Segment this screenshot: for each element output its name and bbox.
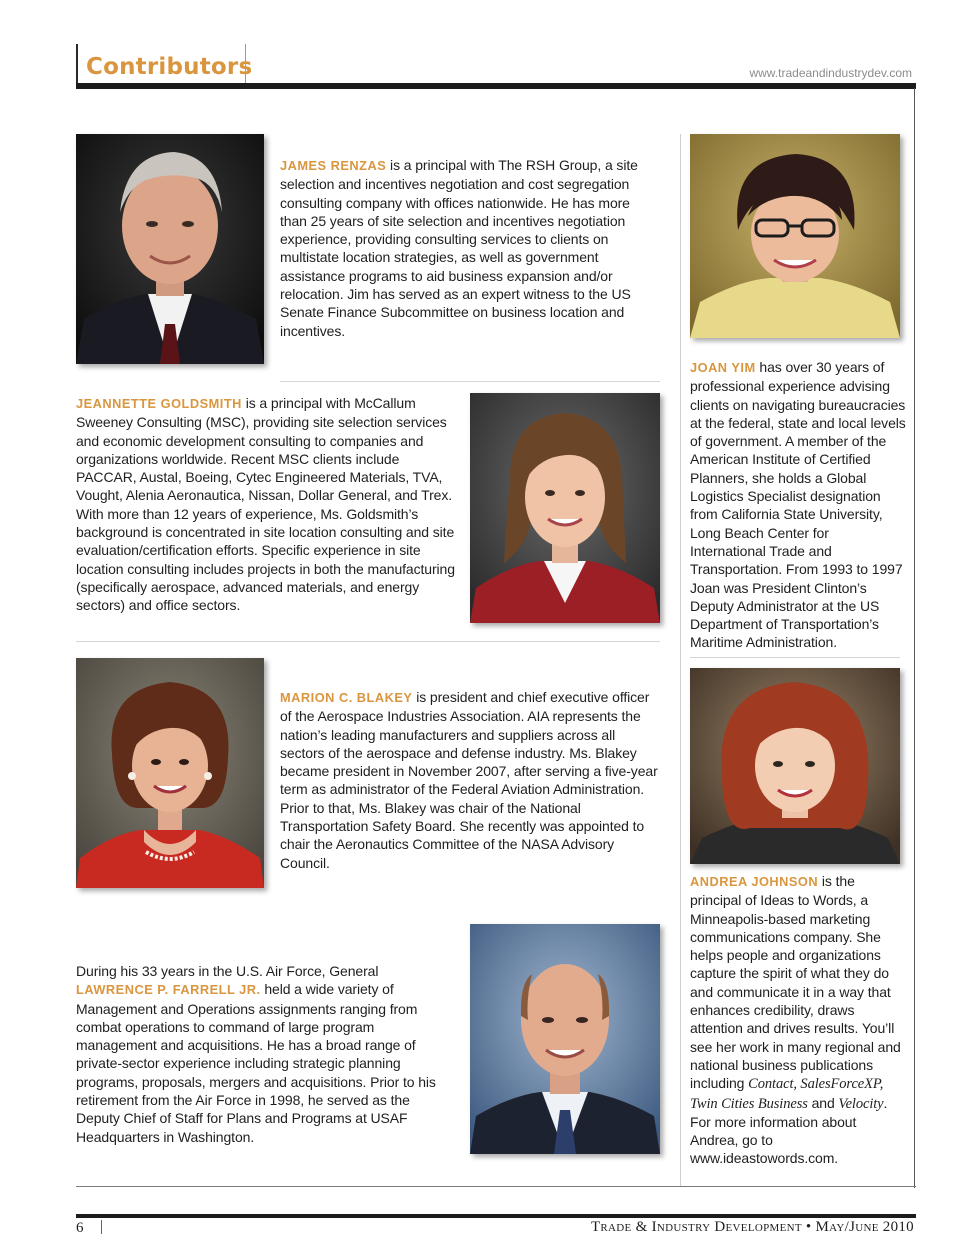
- bio-andrea-johnson: [690, 872, 906, 1168]
- site-url[interactable]: www.tradeandindustrydev.com: [749, 66, 912, 80]
- divider-rule: [690, 657, 900, 658]
- publication-name: Velocity: [838, 1095, 884, 1112]
- page-number: 6: [76, 1220, 84, 1236]
- portrait-joan-yim: [690, 134, 900, 338]
- bio-text: During his 33 years in the U.S. Air Force, General: [76, 963, 379, 979]
- divider-rule: [280, 381, 660, 382]
- bio-text: is a principal with The RSH Group, a site selection and incentives negotiation and cost segregation consulting company with offices nationwide. He has more than 25 years of site selection and incentives negotiation experience, providing consulting services to clients on multistate location strategies, as well as government assistance programs to aid business expansion and/or relocation. Jim has served as an expert witness to the US Senate Finance Subcommittee on business location and incentives.: [280, 157, 638, 339]
- footer-masthead: Trade & Industry Development • May/June 2010: [590, 1219, 914, 1235]
- bio-text: has over 30 years of professional experience advising clients on navigating bureaucracies at the federal, state and local levels of government. A member of the American Institute of Certified Planners, she holds a Global Logistics Specialist designation from California State University, Long Beach Center for International Trade and Transportation. From 1993 to 1997 Joan was President Clinton’s Deputy Administrator at the US Department of Transportation’s Maritime Administration.: [690, 359, 906, 651]
- right-frame-rule: [914, 88, 915, 1188]
- bio-james-renzas: [280, 156, 660, 340]
- bio-text: is the principal of Ideas to Words, a Minneapolis-based marketing communications company. She helps people and organizations capture the spirit of what they do and communicate it in a way that enhances credibility, draws attention and drives results. You’ll see her work in many regional and national business publications including: [690, 873, 901, 1092]
- publication-names: Contact, SalesForceXP, Twin Cities Business: [690, 1076, 884, 1112]
- bio-text: . For more information about Andrea, go to www.ideastowords.com.: [690, 1094, 888, 1167]
- bio-joan-yim: [690, 358, 906, 652]
- portrait-jeannette-goldsmith: [470, 393, 660, 623]
- portrait-lawrence-farrell: [470, 924, 660, 1154]
- bio-text: is president and chief executive officer of the Aerospace Industries Association. AIA represents the nation’s leading manufacturers and suppliers across all sectors of the aerospace and defense industry. Ms. Blakey became president in November 2007, after serving a five-year term as administrator of the Federal Aviation Administration. Prior to that, Ms. Blakey was chair of the National Transportation Safety Board. She recently was appointed to chair the Aeronautics Committee of the NASA Advisory Council.: [280, 689, 658, 871]
- bio-lawrence-farrell: [76, 962, 456, 1146]
- contributor-name: JOAN YIM: [690, 360, 756, 375]
- contributor-name: ANDREA JOHNSON: [690, 874, 819, 889]
- bio-jeannette-goldsmith: [76, 394, 456, 615]
- portrait-andrea-johnson: [690, 668, 900, 864]
- contributor-name: JEANNETTE GOLDSMITH: [76, 396, 242, 411]
- header-rule: [76, 83, 916, 89]
- page-number-divider: [101, 1220, 102, 1234]
- column-divider: [680, 134, 681, 1186]
- bio-text: held a wide variety of Management and Operations assignments ranging from combat operations to command of large program management and acquisitions. He has a broad range of private-sector experience including strategic planning programs, proposals, mergers and acquisitions. Prior to his retirement from the Air Force in 1998, he served as the Deputy Chief of Staff for Plans and Programs at USAF Headquarters in Washington.: [76, 981, 436, 1145]
- bio-text: and: [807, 1094, 839, 1111]
- contributor-name: LAWRENCE P. FARRELL JR.: [76, 982, 261, 998]
- footer-rule: [76, 1214, 916, 1218]
- bio-text: is a principal with McCallum Sweeney Consulting (MSC), providing site selection services and economic development consulting to companies and organizations worldwide. Recent MSC clients include PACCAR, Austal, Boeing, Cytec Engineered Materials, TVA, Vought, Alenia Aeronautica, Nissan, Dollar General, and Trex. With more than 12 years of experience, Ms. Goldsmith’s background is concentrated in site location consulting and site evaluation/certification efforts. Specific experience in site location consulting includes projects in both the manufacturing (specifically aerospace, advanced materials, and energy sectors) and office sectors.: [76, 395, 455, 614]
- bio-marion-blakey: [280, 688, 662, 872]
- portrait-james-renzas: [76, 134, 264, 364]
- divider-rule: [76, 641, 660, 642]
- bottom-rule: [76, 1186, 916, 1187]
- section-title: Contributors: [86, 54, 253, 80]
- contributor-name: MARION C. BLAKEY: [280, 690, 413, 705]
- portrait-marion-blakey: [76, 658, 264, 888]
- contributor-name: JAMES RENZAS: [280, 158, 387, 173]
